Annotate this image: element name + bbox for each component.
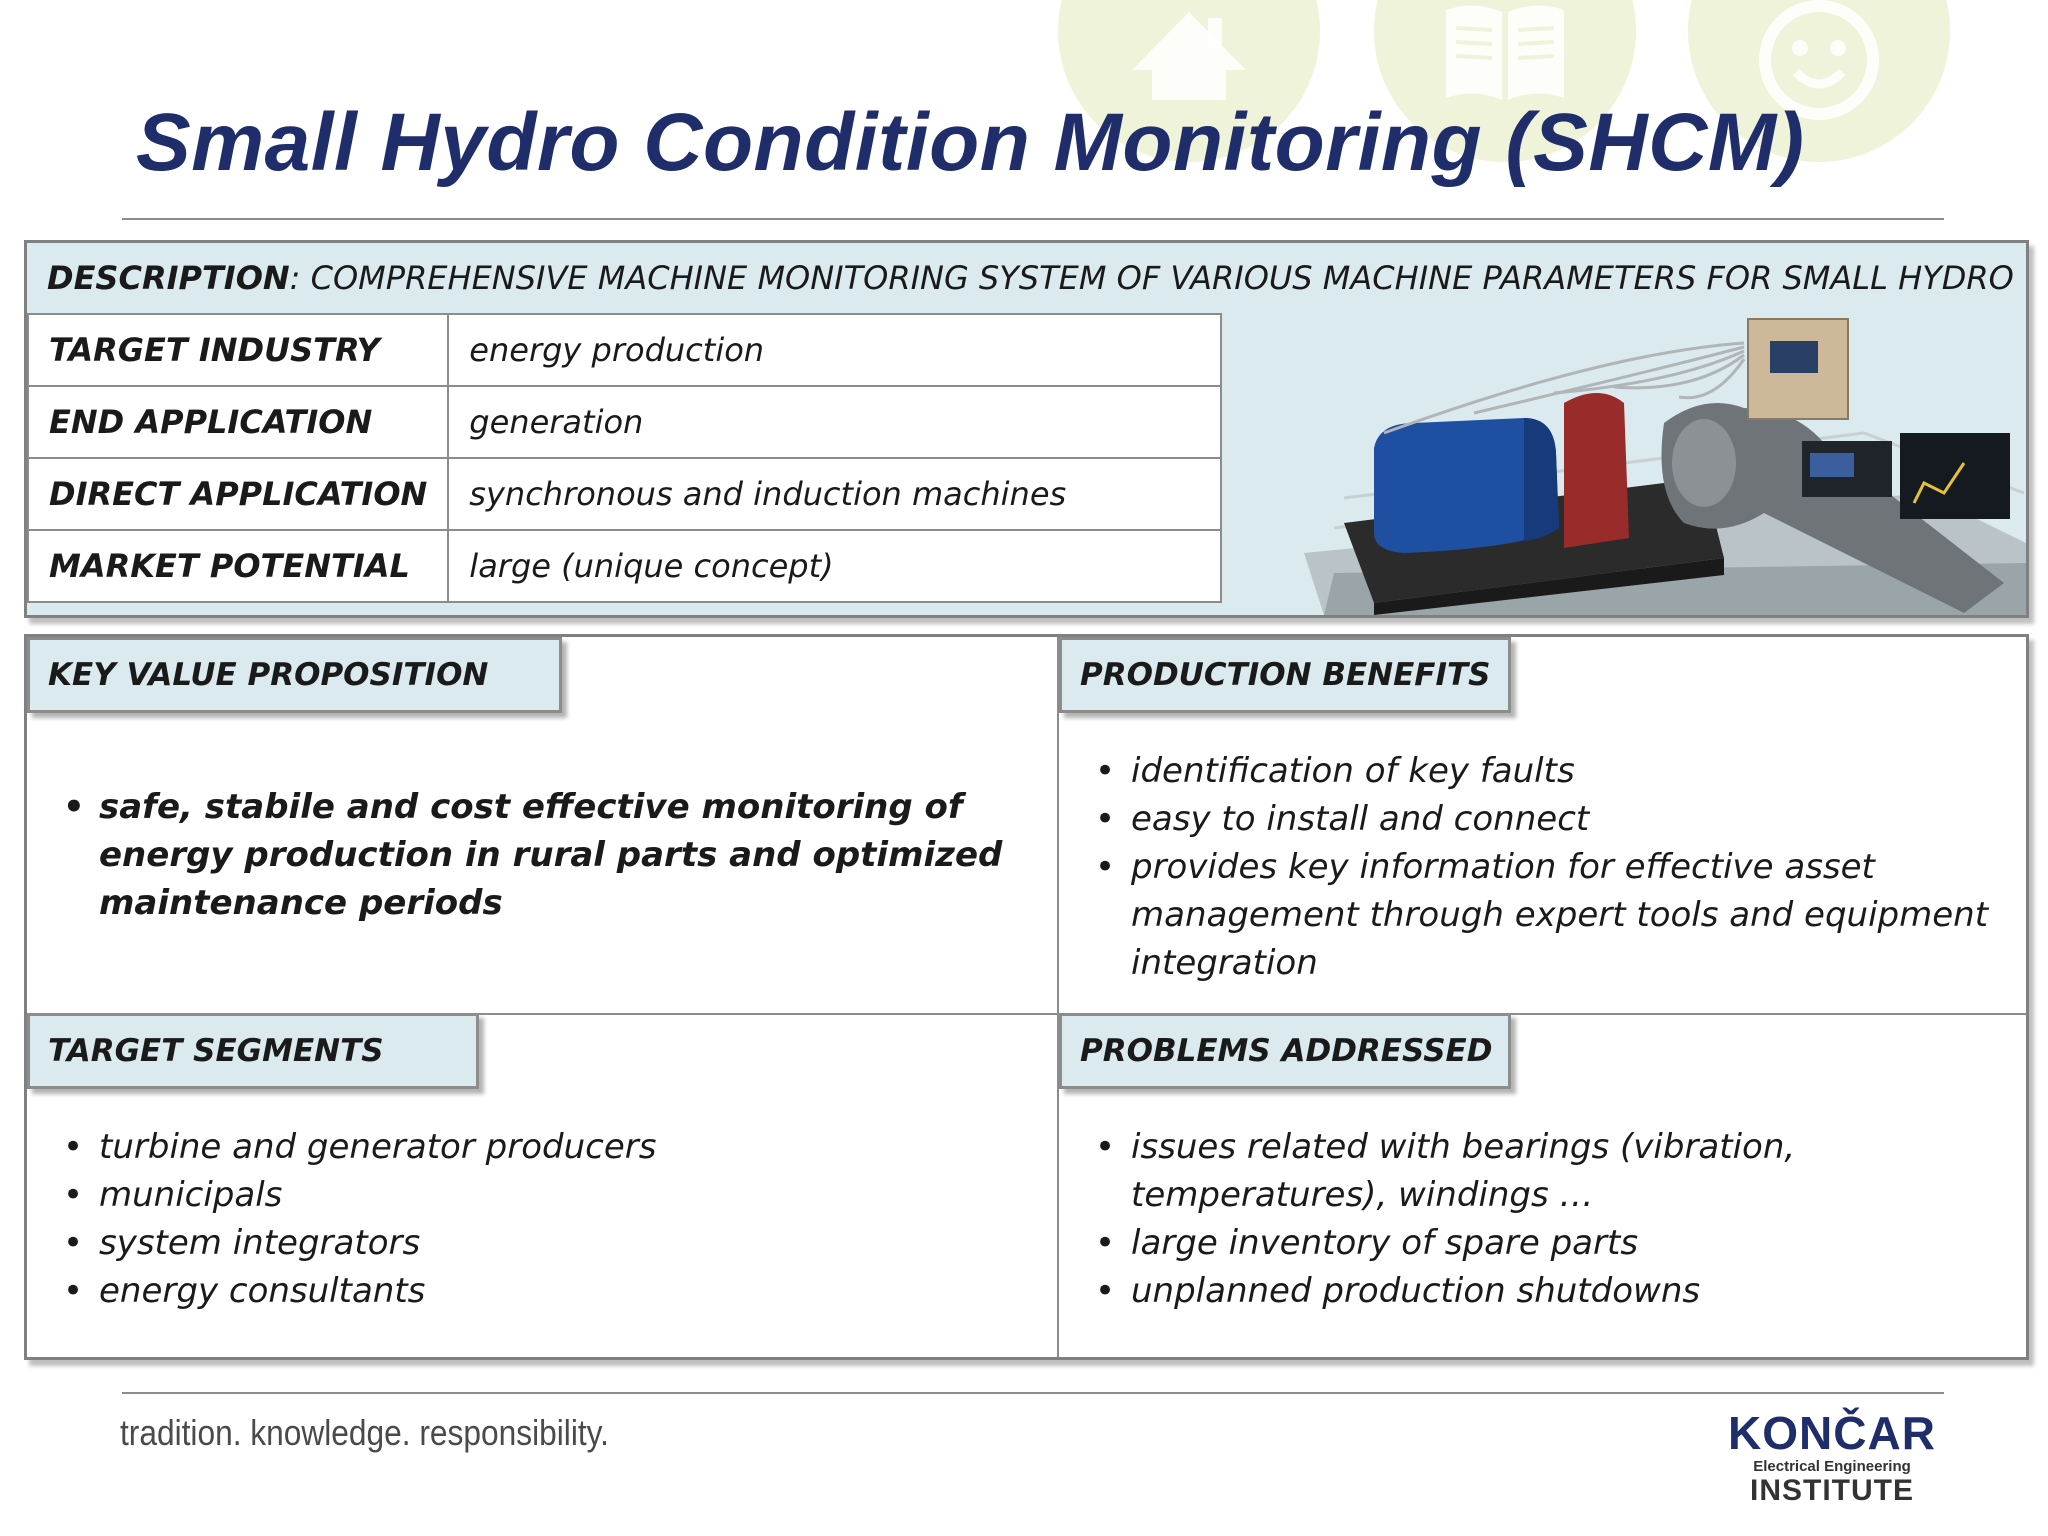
logo-subtitle: Electrical Engineering (1753, 1458, 1911, 1475)
value-grid (24, 634, 2029, 1360)
info-key: END APPLICATION (28, 386, 448, 458)
footer-tagline: tradition. knowledge. responsibility. (120, 1412, 609, 1453)
list-item: • safe, stabile and cost effective monitoring of energy production in rural parts and optimized maintenance periods (57, 783, 1017, 927)
grid-divider (1057, 637, 1059, 1357)
description-label: DESCRIPTION (47, 259, 290, 297)
target-segments-heading: TARGET SEGMENTS (27, 1013, 479, 1089)
table-row (28, 530, 1221, 602)
problems-addressed-list (1089, 1123, 1849, 1315)
title-divider (122, 218, 1944, 220)
info-key: MARKET POTENTIAL (28, 530, 448, 602)
machine-illustration (1224, 313, 2026, 615)
description-text: : COMPREHENSIVE MACHINE MONITORING SYSTEM OF VARIOUS MACHINE PARAMETERS FOR SMALL HYDRO (289, 259, 2014, 297)
list-item: • turbine and generator producers (57, 1123, 1017, 1171)
list-item: • large inventory of spare parts (1089, 1219, 1849, 1267)
table-row (28, 458, 1221, 530)
key-value-heading: KEY VALUE PROPOSITION (27, 637, 562, 713)
info-box (24, 240, 2029, 618)
production-benefits-list (1089, 747, 1999, 987)
info-value: energy production (448, 314, 1221, 386)
list-item: • municipals (57, 1171, 1017, 1219)
list-item: • unplanned production shutdowns (1089, 1267, 1849, 1315)
problems-addressed-heading: PROBLEMS ADDRESSED (1059, 1013, 1511, 1089)
list-item: • easy to install and connect (1089, 795, 1999, 843)
production-benefits-heading: PRODUCTION BENEFITS (1059, 637, 1511, 713)
table-row (28, 386, 1221, 458)
page-title: Small Hydro Condition Monitoring (SHCM) (136, 97, 1805, 188)
list-item: • system integrators (57, 1219, 1017, 1267)
list-item: • energy consultants (57, 1267, 1017, 1315)
info-value: large (unique concept) (448, 530, 1221, 602)
list-item: • provides key information for effective asset management through expert tools and equipment integration (1089, 843, 1999, 987)
info-value: synchronous and induction machines (448, 458, 1221, 530)
logo-brand: KONČAR (1728, 1407, 1936, 1459)
footer-divider (122, 1392, 1944, 1394)
info-value: generation (448, 386, 1221, 458)
list-item: • issues related with bearings (vibration, temperatures), windings … (1089, 1123, 1849, 1219)
list-item: • identification of key faults (1089, 747, 1999, 795)
info-key: DIRECT APPLICATION (28, 458, 448, 530)
info-key: TARGET INDUSTRY (28, 314, 448, 386)
info-table (27, 313, 1222, 603)
company-logo (1712, 1408, 1952, 1506)
table-row (28, 314, 1221, 386)
key-value-list (57, 783, 1017, 927)
description-row (27, 243, 2026, 313)
target-segments-list (57, 1123, 1017, 1315)
logo-institute: INSTITUTE (1750, 1474, 1914, 1507)
